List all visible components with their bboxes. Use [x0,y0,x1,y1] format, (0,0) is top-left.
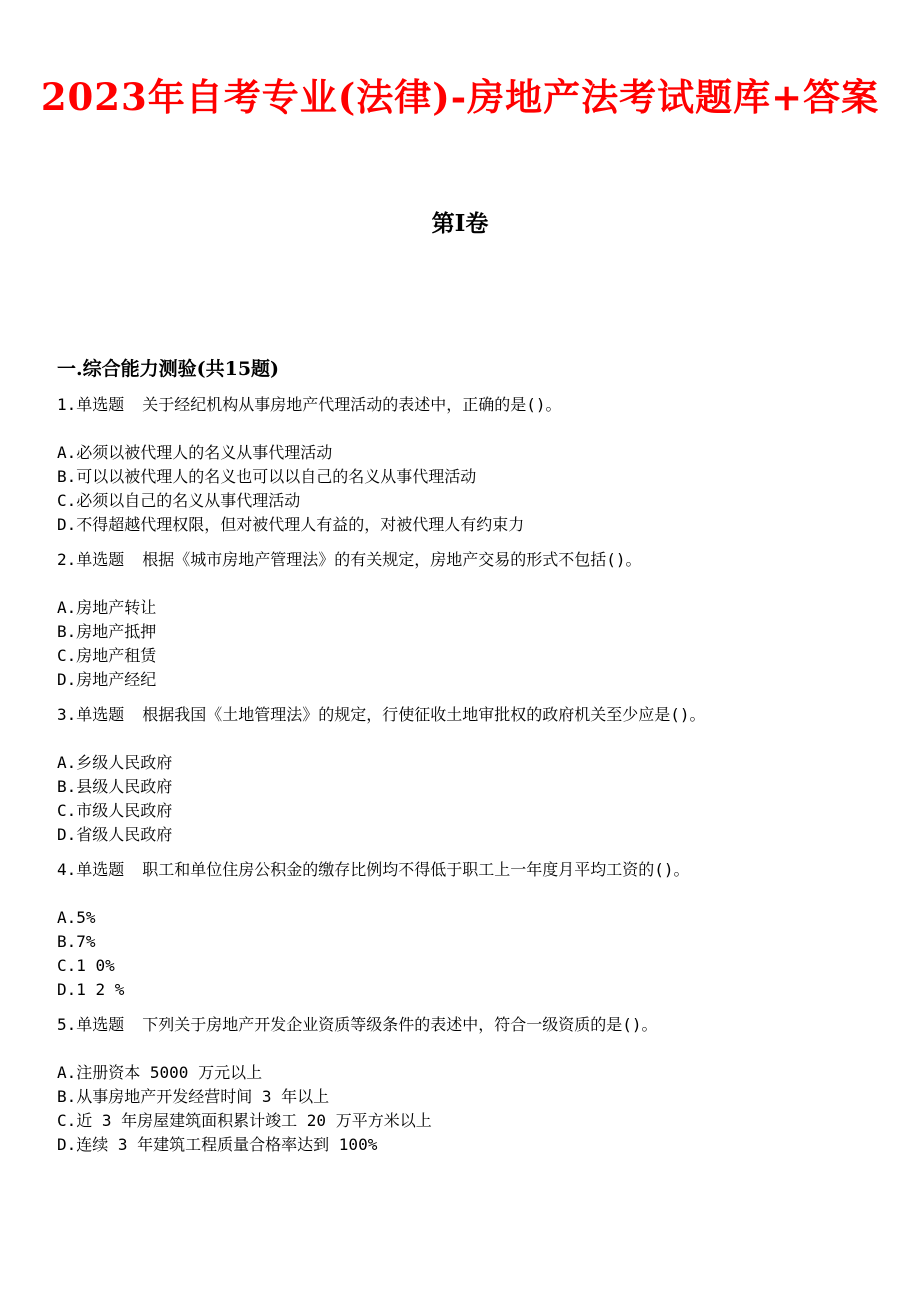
option-a: A.注册资本 5000 万元以上 [57,1063,263,1082]
question-number: 5. [57,1015,77,1034]
question-4 [57,858,897,1002]
option-c: C.房地产租赁 [57,646,157,665]
question-type: 单选题 [76,705,125,724]
question-stem [57,548,897,572]
question-number: 1. [57,395,77,414]
option-c: C.必须以自己的名义从事代理活动 [57,491,301,510]
option-d: D.连续 3 年建筑工程质量合格率达到 100% [57,1135,378,1154]
option-b: B.县级人民政府 [57,777,173,796]
question-2 [57,548,897,692]
section-heading: 一.综合能力测验(共15题) [57,358,280,380]
option-d: D.房地产经纪 [57,670,157,689]
question-type: 单选题 [76,1015,125,1034]
question-number: 2. [57,550,77,569]
option-c: C.市级人民政府 [57,801,173,820]
option-b: B.房地产抵押 [57,622,157,641]
question-1 [57,393,897,537]
question-5 [57,1013,897,1157]
question-number: 3. [57,705,77,724]
question-type: 单选题 [76,395,125,414]
question-text: 下列关于房地产开发企业资质等级条件的表述中，符合一级资质的是()。 [142,1015,658,1034]
question-type: 单选题 [76,860,125,879]
document-title: 2023年自考专业(法律)-房地产法考试题库+答案 [40,75,880,119]
question-text: 根据《城市房地产管理法》的有关规定，房地产交易的形式不包括()。 [142,550,642,569]
question-number: 4. [57,860,77,879]
question-type: 单选题 [76,550,125,569]
option-a: A.乡级人民政府 [57,753,173,772]
option-b: B.可以以被代理人的名义也可以以自己的名义从事代理活动 [57,467,477,486]
question-stem [57,703,897,727]
question-list [57,393,897,1168]
option-c: C.近 3 年房屋建筑面积累计竣工 20 万平方米以上 [57,1111,432,1130]
option-d: D.省级人民政府 [57,825,173,844]
question-stem [57,1013,897,1037]
option-c: C.1 0% [57,956,115,975]
option-a: A.5% [57,908,96,927]
question-text: 职工和单位住房公积金的缴存比例均不得低于职工上一年度月平均工资的()。 [142,860,690,879]
question-text: 根据我国《土地管理法》的规定，行使征收土地审批权的政府机关至少应是()。 [142,705,706,724]
question-text: 关于经纪机构从事房地产代理活动的表述中，正确的是()。 [142,395,562,414]
option-a: A.必须以被代理人的名义从事代理活动 [57,443,333,462]
option-b: B.7% [57,932,96,951]
option-a: A.房地产转让 [57,598,157,617]
option-d: D.不得超越代理权限，但对被代理人有益的，对被代理人有约束力 [57,515,525,534]
question-stem [57,858,897,882]
option-b: B.从事房地产开发经营时间 3 年以上 [57,1087,330,1106]
question-3 [57,703,897,847]
question-stem [57,393,897,417]
option-d: D.1 2 % [57,980,125,999]
volume-heading: 第I卷 [431,210,489,237]
